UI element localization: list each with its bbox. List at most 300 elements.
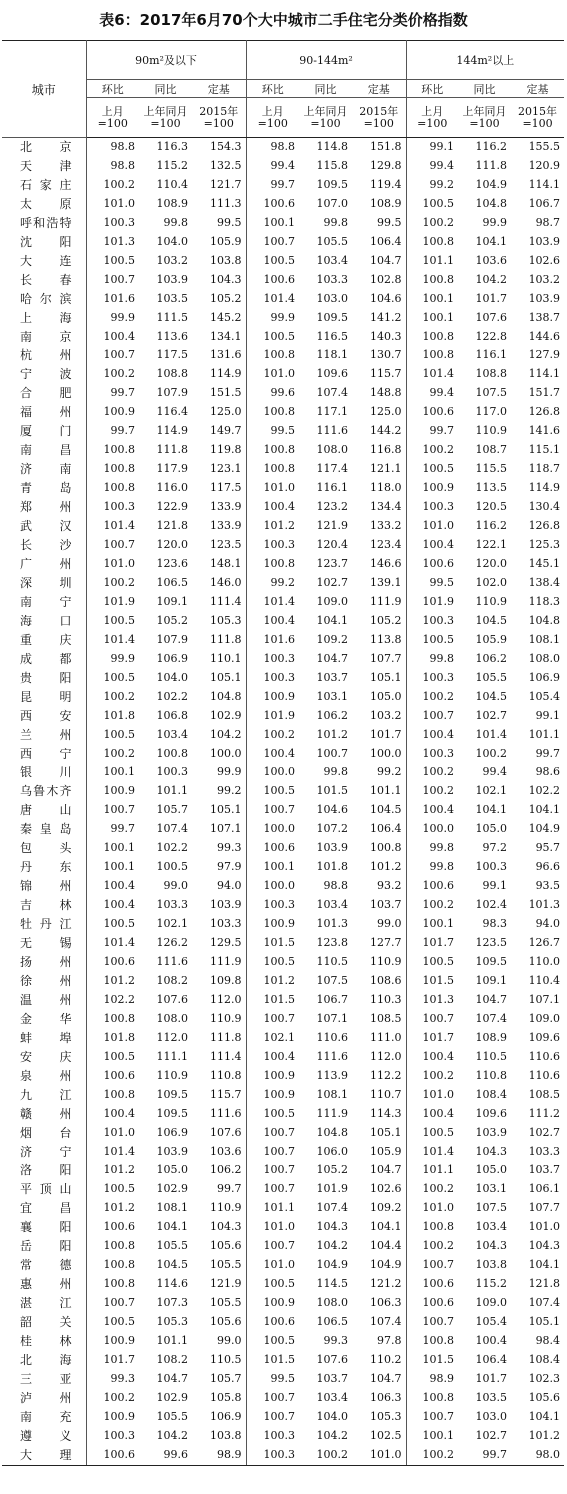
- index-value-cell: 111.1: [156, 1049, 188, 1063]
- index-value-cell: 100.9: [263, 1296, 296, 1310]
- city-name-cell: 温州: [2, 991, 86, 1010]
- index-value-cell: 99.2: [352, 763, 406, 782]
- index-value-cell: 105.6: [528, 1390, 561, 1404]
- index-value-cell: 101.9: [316, 1182, 349, 1196]
- index-value-cell: 138.7: [528, 310, 561, 324]
- index-value-cell: 108.2: [156, 973, 188, 987]
- city-name-cell: 唐山: [2, 801, 86, 820]
- city-name-cell: 西宁: [2, 745, 86, 764]
- index-value-cell: 99.5: [429, 575, 455, 589]
- index-value-cell: 99.2: [270, 575, 296, 589]
- index-value-cell: 101.6: [263, 632, 296, 646]
- index-value-cell: 100.3: [156, 765, 188, 779]
- index-value-cell: 100.9: [422, 481, 455, 495]
- index-value-cell: 100.4: [103, 879, 135, 893]
- index-value-cell: 101.4: [422, 1144, 455, 1158]
- index-value-cell: 100.6: [422, 879, 455, 893]
- index-value-cell: 115.1: [528, 443, 561, 457]
- index-value-cell: 111.6: [316, 1049, 349, 1063]
- index-value-cell: 103.9: [156, 1144, 188, 1158]
- table-row: [2, 555, 564, 574]
- index-value-cell: 104.3: [192, 1218, 246, 1237]
- index-value-cell: 93.2: [352, 877, 406, 896]
- index-value-cell: 100.7: [263, 1239, 296, 1253]
- index-value-cell: 100.8: [103, 462, 135, 476]
- index-value-cell: 99.5: [270, 1371, 296, 1385]
- index-value-cell: 105.5: [192, 1294, 246, 1313]
- index-value-cell: 100.4: [475, 1334, 508, 1348]
- table-row: [2, 877, 564, 896]
- index-value-cell: 100.3: [422, 500, 455, 514]
- index-value-cell: 100.8: [422, 348, 455, 362]
- index-value-cell: 100.6: [86, 1446, 139, 1465]
- index-value-cell: 114.8: [316, 140, 349, 153]
- city-name-cell: 宜昌: [2, 1199, 86, 1218]
- index-value-cell: 115.2: [475, 1277, 508, 1291]
- index-value-cell: 98.8: [110, 158, 135, 172]
- index-value-cell: 100.9: [103, 1409, 135, 1423]
- index-value-cell: 144.6: [528, 329, 561, 343]
- index-value-cell: 101.0: [352, 1446, 406, 1465]
- index-value-cell: 102.1: [156, 917, 188, 931]
- table-row: [2, 1351, 564, 1370]
- index-value-cell: 99.8: [163, 215, 188, 229]
- table-row: [2, 1256, 564, 1275]
- index-value-cell: 107.4: [528, 1296, 561, 1310]
- index-value-cell: 111.6: [192, 1105, 246, 1124]
- index-value-cell: 99.2: [429, 177, 455, 191]
- city-name-cell: 秦皇岛: [2, 820, 86, 839]
- index-value-cell: 101.7: [475, 1371, 508, 1385]
- index-value-cell: 100.6: [263, 841, 296, 855]
- index-value-cell: 126.8: [528, 405, 561, 419]
- index-value-cell: 101.4: [103, 936, 135, 950]
- index-value-cell: 117.9: [156, 462, 188, 476]
- index-value-cell: 100.7: [422, 1409, 455, 1423]
- city-name-cell: 烟台: [2, 1124, 86, 1143]
- index-value-cell: 100.2: [422, 443, 455, 457]
- index-value-cell: 134.4: [352, 498, 406, 517]
- city-name-cell: 呼和浩特: [2, 214, 86, 233]
- index-value-cell: 100.7: [263, 1125, 296, 1139]
- index-value-cell: 141.2: [352, 309, 406, 328]
- index-value-cell: 100.1: [422, 310, 455, 324]
- index-value-cell: 100.7: [422, 1315, 455, 1329]
- index-value-cell: 101.4: [475, 727, 508, 741]
- index-value-cell: 132.5: [192, 157, 246, 176]
- index-value-cell: 110.8: [475, 1068, 508, 1082]
- city-name-cell: 湛江: [2, 1294, 86, 1313]
- table-row: [2, 574, 564, 593]
- index-value-cell: 109.0: [316, 594, 349, 608]
- table-row: [2, 176, 564, 195]
- index-value-cell: 110.9: [192, 1199, 246, 1218]
- index-value-cell: 100.5: [422, 1125, 455, 1139]
- index-value-cell: 114.9: [192, 365, 246, 384]
- table-row: [2, 745, 564, 764]
- index-value-cell: 101.0: [422, 519, 455, 533]
- index-value-cell: 101.0: [422, 1201, 455, 1215]
- index-value-cell: 105.5: [475, 670, 508, 684]
- table-row: [2, 1294, 564, 1313]
- index-value-cell: 134.1: [192, 328, 246, 347]
- index-value-cell: 98.7: [535, 215, 561, 229]
- table-row: [2, 763, 564, 782]
- table-body: [2, 138, 564, 1466]
- index-value-cell: 101.3: [528, 898, 561, 912]
- index-value-cell: 107.5: [475, 386, 508, 400]
- index-value-cell: 106.4: [352, 233, 406, 252]
- index-value-cell: 100.8: [103, 1258, 135, 1272]
- index-value-cell: 101.7: [352, 726, 406, 745]
- index-value-cell: 104.3: [316, 1220, 349, 1234]
- city-name-cell: 泉州: [2, 1067, 86, 1086]
- index-value-cell: 100.6: [103, 954, 135, 968]
- index-value-cell: 99.0: [163, 879, 188, 893]
- index-value-cell: 106.9: [156, 1125, 188, 1139]
- index-value-cell: 100.7: [103, 272, 135, 286]
- index-value-cell: 118.0: [352, 479, 406, 498]
- index-value-cell: 118.1: [316, 348, 349, 362]
- index-value-cell: 100.0: [263, 822, 296, 836]
- index-value-cell: 101.0: [528, 1220, 561, 1234]
- index-value-cell: 114.5: [316, 1277, 349, 1291]
- index-value-cell: 114.6: [156, 1277, 188, 1291]
- index-value-cell: 100.8: [263, 348, 296, 362]
- city-column-header: 城市: [2, 41, 86, 138]
- index-value-cell: 100.9: [103, 784, 135, 798]
- index-value-cell: 99.8: [323, 765, 349, 779]
- index-value-cell: 107.4: [156, 822, 188, 836]
- city-name-cell: 青岛: [2, 479, 86, 498]
- index-value-cell: 117.0: [475, 405, 508, 419]
- index-value-cell: 103.8: [475, 1258, 508, 1272]
- index-value-cell: 100.5: [263, 253, 296, 267]
- index-value-cell: 106.1: [528, 1182, 561, 1196]
- index-value-cell: 106.4: [352, 820, 406, 839]
- index-value-cell: 111.8: [475, 158, 508, 172]
- index-value-cell: 102.6: [528, 253, 561, 267]
- index-value-cell: 104.9: [528, 822, 561, 836]
- index-value-cell: 100.3: [103, 500, 135, 514]
- index-value-cell: 109.1: [156, 594, 188, 608]
- index-value-cell: 118.7: [528, 462, 561, 476]
- subheader-cell: 定基: [511, 80, 564, 98]
- index-value-cell: 107.4: [316, 1201, 349, 1215]
- index-value-cell: 100.0: [192, 745, 246, 764]
- index-value-cell: 111.6: [316, 424, 349, 438]
- index-value-cell: 116.2: [475, 140, 508, 153]
- index-value-cell: 107.5: [316, 973, 349, 987]
- index-value-cell: 108.0: [528, 651, 561, 665]
- index-value-cell: 127.7: [352, 934, 406, 953]
- index-value-cell: 105.2: [192, 290, 246, 309]
- index-value-cell: 138.4: [528, 575, 561, 589]
- index-value-cell: 123.4: [352, 536, 406, 555]
- index-value-cell: 110.8: [192, 1067, 246, 1086]
- base-cell: 上月 =100: [246, 98, 299, 138]
- index-value-cell: 127.9: [528, 348, 561, 362]
- subheader-cell: 环比: [406, 80, 458, 98]
- index-value-cell: 99.1: [535, 708, 561, 722]
- index-value-cell: 100.8: [422, 329, 455, 343]
- index-value-cell: 110.9: [475, 424, 508, 438]
- index-value-cell: 111.9: [316, 1106, 349, 1120]
- index-value-cell: 112.0: [156, 1030, 188, 1044]
- index-value-cell: 103.5: [475, 1390, 508, 1404]
- base-cell: 2015年 =100: [511, 98, 564, 138]
- index-value-cell: 108.8: [156, 367, 188, 381]
- index-value-cell: 146.6: [352, 555, 406, 574]
- index-value-cell: 100.8: [422, 1390, 455, 1404]
- index-value-cell: 100.4: [422, 1049, 455, 1063]
- index-value-cell: 116.8: [352, 441, 406, 460]
- index-value-cell: 100.7: [422, 1258, 455, 1272]
- index-value-cell: 105.5: [192, 1256, 246, 1275]
- index-value-cell: 101.4: [263, 291, 296, 305]
- index-value-cell: 109.2: [352, 1199, 406, 1218]
- city-name-cell: 济宁: [2, 1143, 86, 1162]
- index-value-cell: 100.9: [103, 1334, 135, 1348]
- index-value-cell: 100.5: [263, 1277, 296, 1291]
- index-value-cell: 100.5: [422, 462, 455, 476]
- index-value-cell: 104.7: [352, 1161, 406, 1180]
- index-value-cell: 149.7: [192, 422, 246, 441]
- index-value-cell: 103.0: [475, 1409, 508, 1423]
- index-value-cell: 101.9: [263, 708, 296, 722]
- index-value-cell: 101.1: [352, 782, 406, 801]
- index-value-cell: 104.2: [475, 272, 508, 286]
- subheader-row: [2, 80, 564, 98]
- index-value-cell: 105.7: [156, 803, 188, 817]
- index-value-cell: 101.1: [263, 1201, 296, 1215]
- index-value-cell: 100.4: [263, 613, 296, 627]
- table-row: [2, 953, 564, 972]
- index-value-cell: 139.1: [352, 574, 406, 593]
- table-row: [2, 782, 564, 801]
- city-name-cell: 大连: [2, 252, 86, 271]
- index-value-cell: 111.8: [192, 631, 246, 650]
- index-value-cell: 101.7: [422, 936, 455, 950]
- index-value-cell: 103.4: [316, 253, 349, 267]
- index-value-cell: 122.8: [475, 329, 508, 343]
- index-value-cell: 105.7: [192, 1370, 246, 1389]
- index-value-cell: 100.4: [422, 538, 455, 552]
- city-name-cell: 惠州: [2, 1275, 86, 1294]
- city-name-cell: 上海: [2, 309, 86, 328]
- base-cell: 2015年 =100: [192, 98, 246, 138]
- index-value-cell: 100.4: [263, 746, 296, 760]
- index-value-cell: 107.0: [316, 196, 349, 210]
- index-value-cell: 144.2: [352, 422, 406, 441]
- index-value-cell: 100.3: [475, 860, 508, 874]
- index-value-cell: 101.0: [263, 367, 296, 381]
- index-value-cell: 101.4: [103, 1144, 135, 1158]
- index-value-cell: 99.1: [429, 140, 455, 153]
- table-row: [2, 1124, 564, 1143]
- table-row: [2, 1029, 564, 1048]
- city-name-cell: 长沙: [2, 536, 86, 555]
- index-value-cell: 105.4: [528, 689, 561, 703]
- index-value-cell: 102.2: [528, 784, 561, 798]
- city-name-cell: 昆明: [2, 688, 86, 707]
- index-value-cell: 104.7: [156, 1371, 188, 1385]
- index-value-cell: 106.5: [316, 1315, 349, 1329]
- table-row: [2, 1199, 564, 1218]
- index-value-cell: 100.4: [103, 898, 135, 912]
- index-value-cell: 101.3: [422, 992, 455, 1006]
- index-value-cell: 120.4: [316, 538, 349, 552]
- index-value-cell: 100.7: [263, 1144, 296, 1158]
- index-value-cell: 123.2: [316, 500, 349, 514]
- index-value-cell: 120.0: [475, 556, 508, 570]
- index-value-cell: 103.3: [316, 272, 349, 286]
- city-name-cell: 锦州: [2, 877, 86, 896]
- index-value-cell: 98.4: [535, 1334, 561, 1348]
- table-row: [2, 1218, 564, 1237]
- index-value-cell: 104.1: [352, 1218, 406, 1237]
- index-value-cell: 101.2: [263, 519, 296, 533]
- index-value-cell: 107.6: [475, 310, 508, 324]
- index-value-cell: 100.2: [422, 765, 455, 779]
- index-value-cell: 100.5: [103, 613, 135, 627]
- index-value-cell: 110.5: [316, 954, 349, 968]
- index-value-cell: 104.0: [156, 234, 188, 248]
- index-value-cell: 123.5: [475, 936, 508, 950]
- index-value-cell: 104.1: [528, 803, 561, 817]
- index-value-cell: 146.0: [192, 574, 246, 593]
- index-value-cell: 133.9: [192, 498, 246, 517]
- index-value-cell: 105.0: [156, 1163, 188, 1177]
- index-value-cell: 129.8: [352, 157, 406, 176]
- index-value-cell: 101.0: [103, 196, 135, 210]
- index-value-cell: 101.1: [528, 727, 561, 741]
- index-value-cell: 100.2: [103, 746, 135, 760]
- table-row: [2, 934, 564, 953]
- table-row: [2, 365, 564, 384]
- index-value-cell: 99.8: [429, 860, 455, 874]
- index-value-cell: 103.9: [192, 896, 246, 915]
- index-value-cell: 100.7: [316, 746, 349, 760]
- index-value-cell: 107.4: [316, 386, 349, 400]
- index-value-cell: 121.7: [192, 176, 246, 195]
- table-row: [2, 593, 564, 612]
- base-cell: 上月 =100: [406, 98, 458, 138]
- index-value-cell: 100.1: [422, 1428, 455, 1442]
- index-value-cell: 100.5: [263, 1334, 296, 1348]
- city-name-cell: 成都: [2, 650, 86, 669]
- table-row: [2, 839, 564, 858]
- index-value-cell: 102.9: [156, 1390, 188, 1404]
- index-value-cell: 105.0: [475, 1163, 508, 1177]
- city-name-cell: 银川: [2, 763, 86, 782]
- index-value-cell: 107.2: [316, 822, 349, 836]
- index-value-cell: 103.6: [192, 1143, 246, 1162]
- city-name-cell: 南宁: [2, 593, 86, 612]
- city-name-cell: 武汉: [2, 517, 86, 536]
- city-name-cell: 南充: [2, 1408, 86, 1427]
- subheader-cell: 定基: [192, 80, 246, 98]
- index-value-cell: 101.2: [352, 858, 406, 877]
- index-value-cell: 111.4: [192, 593, 246, 612]
- index-value-cell: 130.7: [352, 346, 406, 365]
- index-value-cell: 97.9: [192, 858, 246, 877]
- index-value-cell: 106.5: [156, 575, 188, 589]
- city-name-cell: 哈尔滨: [2, 290, 86, 309]
- index-value-cell: 111.9: [192, 953, 246, 972]
- city-name-cell: 遵义: [2, 1427, 86, 1446]
- index-value-cell: 100.5: [103, 1182, 135, 1196]
- index-value-cell: 100.6: [422, 405, 455, 419]
- index-value-cell: 107.7: [352, 650, 406, 669]
- index-value-cell: 111.8: [156, 443, 188, 457]
- index-value-cell: 100.2: [422, 1182, 455, 1196]
- index-value-cell: 102.2: [156, 841, 188, 855]
- index-value-cell: 99.7: [110, 424, 135, 438]
- index-value-cell: 110.7: [352, 1086, 406, 1105]
- index-value-cell: 100.9: [263, 689, 296, 703]
- index-value-cell: 103.8: [192, 252, 246, 271]
- index-value-cell: 116.1: [475, 348, 508, 362]
- city-name-cell: 九江: [2, 1086, 86, 1105]
- table-row: [2, 1389, 564, 1408]
- index-value-cell: 100.3: [263, 898, 296, 912]
- index-value-cell: 116.4: [156, 405, 188, 419]
- index-value-cell: 117.5: [192, 479, 246, 498]
- city-name-cell: 郑州: [2, 498, 86, 517]
- subheader-cell: 同比: [299, 80, 352, 98]
- index-value-cell: 102.2: [156, 689, 188, 703]
- index-value-cell: 104.8: [475, 196, 508, 210]
- index-value-cell: 98.3: [482, 917, 508, 931]
- index-value-cell: 133.9: [192, 517, 246, 536]
- index-value-cell: 141.6: [528, 424, 561, 438]
- index-value-cell: 100.6: [422, 1296, 455, 1310]
- index-value-cell: 106.0: [316, 1144, 349, 1158]
- index-value-cell: 106.8: [156, 708, 188, 722]
- index-value-cell: 109.8: [192, 972, 246, 991]
- index-value-cell: 101.9: [422, 594, 455, 608]
- index-value-cell: 99.4: [429, 158, 455, 172]
- table-row: [2, 820, 564, 839]
- index-value-cell: 100.8: [156, 746, 188, 760]
- index-value-cell: 104.5: [352, 801, 406, 820]
- table-row: [2, 1370, 564, 1389]
- index-value-cell: 104.0: [316, 1409, 349, 1423]
- city-name-cell: 贵阳: [2, 669, 86, 688]
- index-value-cell: 101.5: [263, 1353, 296, 1366]
- index-value-cell: 101.3: [316, 917, 349, 931]
- index-value-cell: 104.4: [352, 1237, 406, 1256]
- index-value-cell: 151.7: [528, 386, 561, 400]
- index-value-cell: 120.9: [528, 158, 561, 172]
- index-value-cell: 103.9: [528, 291, 561, 305]
- index-value-cell: 103.2: [352, 707, 406, 726]
- index-value-cell: 104.2: [316, 1239, 349, 1253]
- index-value-cell: 101.0: [263, 1258, 296, 1272]
- index-value-cell: 103.2: [528, 272, 561, 286]
- index-value-cell: 100.8: [422, 234, 455, 248]
- index-value-cell: 107.9: [156, 632, 188, 646]
- index-value-cell: 99.6: [270, 386, 296, 400]
- price-index-table: [2, 40, 564, 1466]
- index-value-cell: 103.4: [156, 727, 188, 741]
- city-name-cell: 洛阳: [2, 1161, 86, 1180]
- index-value-cell: 99.3: [323, 1334, 349, 1348]
- base-cell: 上月 =100: [86, 98, 139, 138]
- index-value-cell: 104.1: [528, 1258, 561, 1272]
- city-name-cell: 石家庄: [2, 176, 86, 195]
